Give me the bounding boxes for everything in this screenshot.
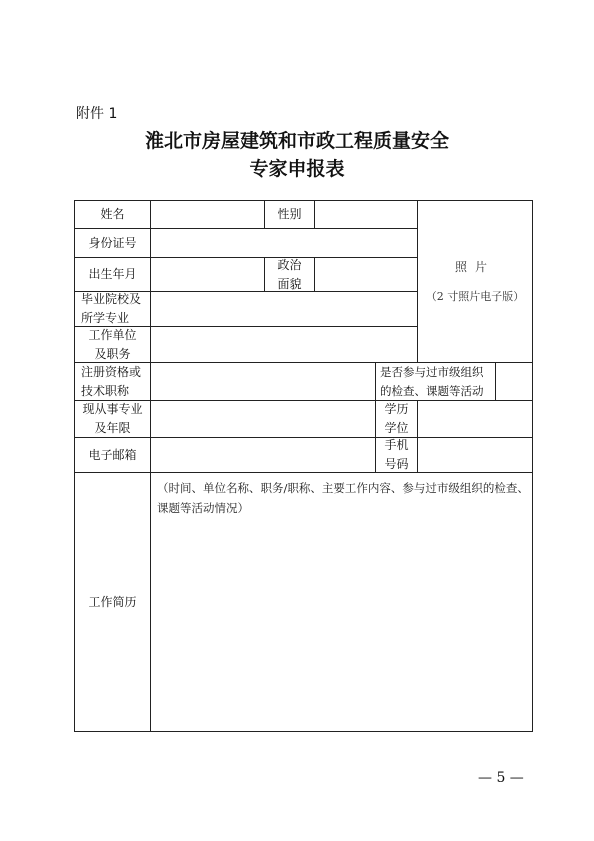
- work-unit-field[interactable]: [150, 326, 418, 363]
- attachment-label: 附件 1: [76, 106, 118, 122]
- id-number-field[interactable]: [150, 228, 418, 258]
- phone-label: 手机 号码: [375, 437, 418, 473]
- work-unit-label: 工作单位 及职务: [74, 326, 151, 363]
- photo-hint: （2 寸照片电子版）: [425, 289, 525, 303]
- education-label: 学历 学位: [375, 400, 418, 438]
- birth-date-label: 出生年月: [74, 257, 151, 292]
- qualification-label: 注册资格或 技术职称: [74, 362, 151, 401]
- current-major-field[interactable]: [150, 400, 376, 438]
- school-major-label: 毕业院校及 所学专业: [74, 291, 151, 327]
- qualification-field[interactable]: [150, 362, 376, 401]
- political-status-label: 政治 面貌: [264, 257, 315, 292]
- photo-box[interactable]: [417, 200, 533, 363]
- page-number: — 5 —: [478, 770, 524, 786]
- email-field[interactable]: [150, 437, 376, 473]
- email-label: 电子邮箱: [74, 437, 151, 473]
- name-field[interactable]: [150, 200, 265, 229]
- gender-field[interactable]: [314, 200, 418, 229]
- inspection-participation-label: 是否参与过市级组织 的检查、课题等活动: [375, 362, 496, 401]
- phone-field[interactable]: [417, 437, 533, 473]
- current-major-label: 现从事专业 及年限: [74, 400, 151, 438]
- school-major-field[interactable]: [150, 291, 418, 327]
- political-status-field[interactable]: [314, 257, 418, 292]
- birth-date-field[interactable]: [150, 257, 265, 292]
- education-field[interactable]: [417, 400, 533, 438]
- work-resume-hint: （时间、单位名称、职务/职称、主要工作内容、参与过市级组织的检查、课题等活动情况）: [157, 481, 529, 515]
- form-title-line2: 专家申报表: [249, 158, 345, 180]
- photo-label: 照片: [454, 259, 495, 274]
- name-label: 姓名: [74, 200, 151, 229]
- inspection-participation-field[interactable]: [495, 362, 533, 401]
- work-resume-label: 工作简历: [74, 472, 151, 732]
- gender-label: 性别: [264, 200, 315, 229]
- id-number-label: 身份证号: [74, 228, 151, 258]
- form-title-line1: 淮北市房屋建筑和市政工程质量安全: [144, 130, 449, 152]
